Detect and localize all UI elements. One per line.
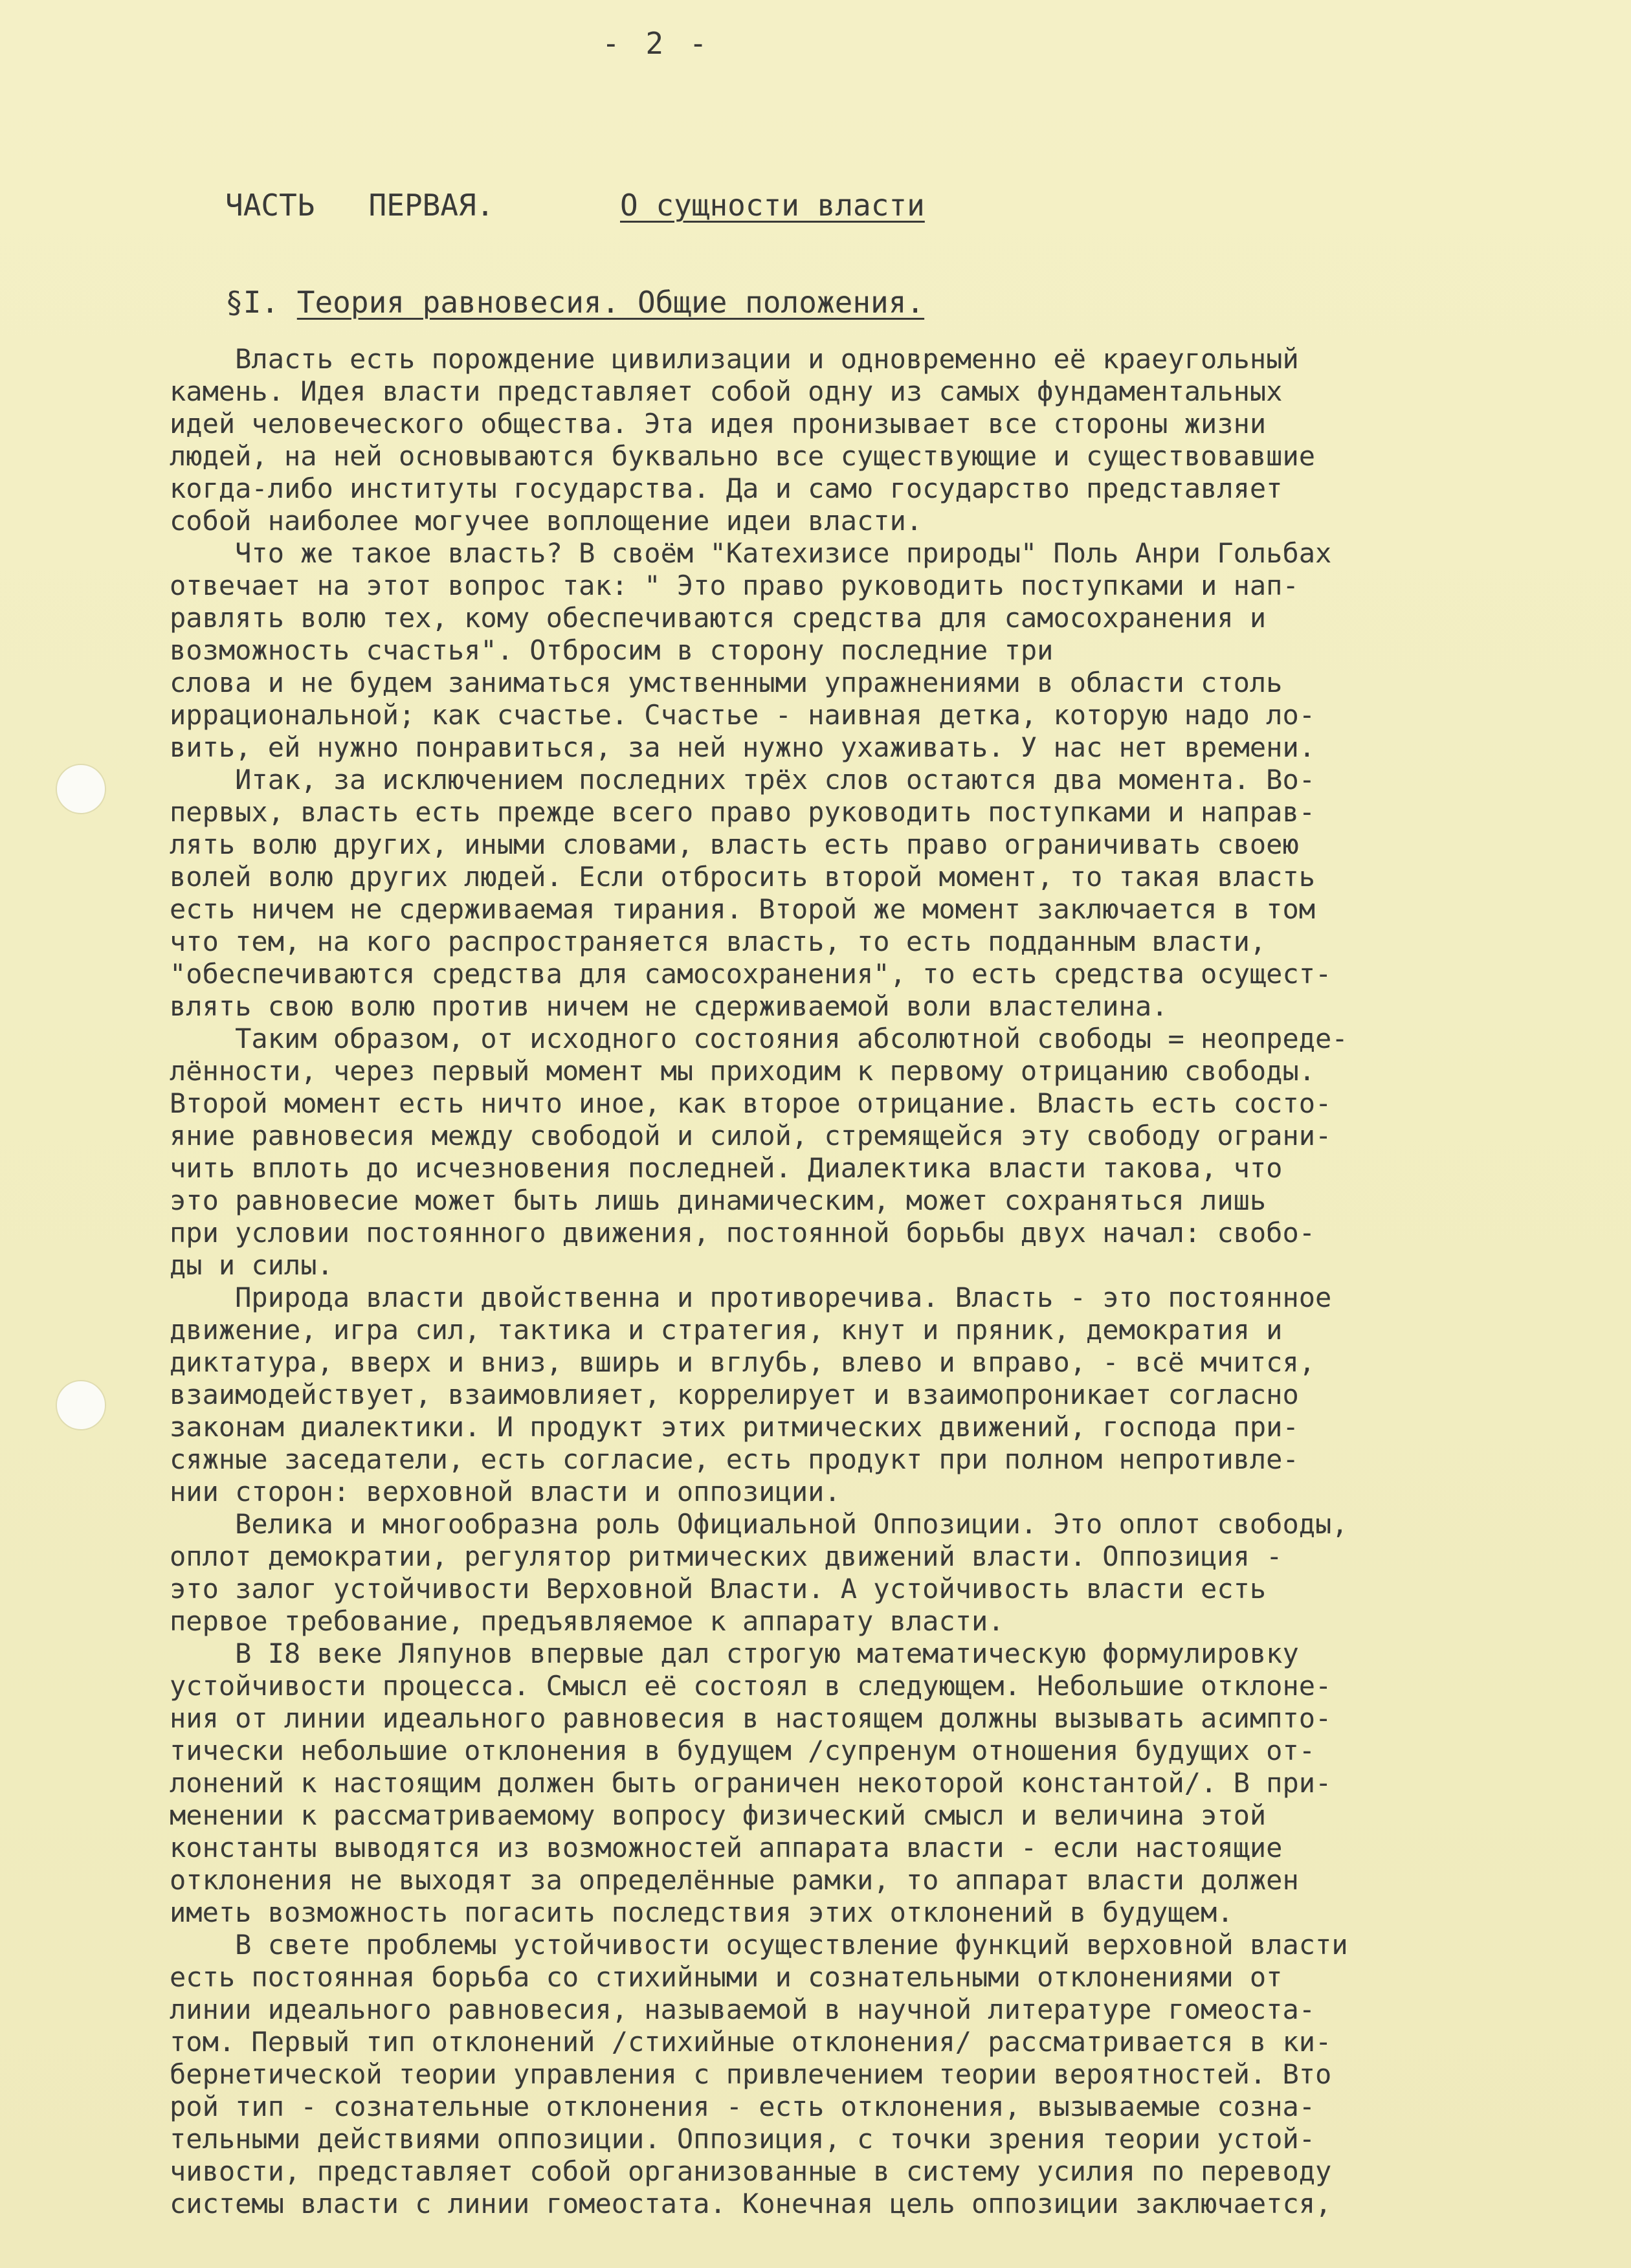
text-line: камень. Идея власти представляет собой одну из самых фундаментальных [170, 375, 1283, 407]
text-line: вить, ей нужно понравиться, за ней нужно ухаживать. У нас нет времени. [170, 731, 1316, 763]
text-line: константы выводятся из возможностей аппарата власти - если настоящие [170, 1832, 1283, 1863]
text-line: В свете проблемы устойчивости осуществление функций верховной власти [170, 1929, 1348, 1961]
text-line: линии идеального равновесия, называемой в научной литературе гомеоста- [170, 1994, 1316, 2025]
text-line: Власть есть порождение цивилизации и одновременно её краеугольный [170, 343, 1299, 375]
text-line: ния от линии идеального равновесия в настоящем должны вызывать асимпто- [170, 1702, 1332, 1734]
text-line: слова и не будем заниматься умственными упражнениями в области столь [170, 667, 1283, 698]
text-line: "обеспечиваются средства для самосохранения", то есть средства осущест- [170, 958, 1332, 990]
text-line: менении к рассматриваемому вопросу физический смысл и величина этой [170, 1799, 1267, 1831]
text-line: идей человеческого общества. Эта идея пронизывает все стороны жизни [170, 408, 1267, 439]
text-line: оплот демократии, регулятор ритмических движений власти. Оппозиция - [170, 1540, 1283, 1572]
text-line: иметь возможность погасить последствия этих отклонений в будущем. [170, 1896, 1234, 1928]
text-line: лённости, через первый момент мы приходим к первому отрицанию свободы. [170, 1055, 1316, 1087]
text-line: движение, игра сил, тактика и стратегия, кнут и пряник, демократия и [170, 1314, 1283, 1346]
text-line: Итак, за исключением последних трёх слов остаются два момента. Во- [170, 764, 1316, 795]
text-line: нии сторон: верховной власти и оппозиции. [170, 1476, 841, 1507]
text-line: когда-либо институты государства. Да и само государство представляет [170, 472, 1283, 504]
text-line: рой тип - сознательные отклонения - есть отклонения, вызываемые созна- [170, 2091, 1316, 2122]
text-line: сяжные заседатели, есть согласие, есть продукт при полном непротивлe- [170, 1443, 1299, 1475]
text-line: первое требование, предъявляемое к аппарату власти. [170, 1605, 1004, 1637]
text-line: тически небольшие отклонения в будущем /супренум отношения будущих от- [170, 1735, 1316, 1766]
text-line: Велика и многообразна роль Официальной Оппозиции. Это оплот свободы, [170, 1508, 1348, 1540]
text-line: влять свою волю против ничем не сдерживаемой воли властелина. [170, 990, 1168, 1022]
text-line: Второй момент есть ничто иное, как второе отрицание. Власть есть состо- [170, 1087, 1332, 1119]
text-line: лонений к настоящим должен быть ограничен некоторой константой/. В при- [170, 1767, 1332, 1799]
punch-hole-bottom [56, 1380, 106, 1430]
text-line: есть ничем не сдерживаемая тирания. Второй же момент заключается в том [170, 893, 1316, 925]
text-line: Что же такое власть? В своём "Катехизисе природы" Поль Анри Гольбах [170, 537, 1332, 569]
text-line: есть постоянная борьба со стихийными и сознательными отклонениями от [170, 1961, 1283, 1993]
part-label: ЧАСТЬ ПЕРВАЯ. [225, 188, 494, 223]
text-line: Таким образом, от исходного состояния абсолютной свободы = неопреде- [170, 1023, 1348, 1054]
text-line: лять волю других, иными словами, власть есть право ограничивать своею [170, 828, 1299, 860]
text-line: отклонения не выходят за определённые рамки, то аппарат власти должен [170, 1864, 1299, 1896]
text-line: собой наиболее могучее воплощение идеи власти. [170, 505, 923, 537]
page-number: - 2 - [602, 26, 711, 61]
text-line: системы власти с линии гомеостата. Конечная цель оппозиции заключается, [170, 2188, 1332, 2219]
text-line: бернетической теории управления с привлечением теории вероятностей. Вто [170, 2058, 1332, 2090]
text-line: иррациональной; как счастье. Счастье - наивная детка, которую надо ло- [170, 699, 1316, 731]
text-line: Природа власти двойственна и противоречива. Власть - это постоянное [170, 1282, 1332, 1313]
text-line: законам диалектики. И продукт этих ритмических движений, господа при- [170, 1411, 1299, 1443]
part-title: О сущности власти [620, 188, 925, 223]
text-line: яние равновесия между свободой и силой, стремящейся эту свободу ограни- [170, 1120, 1332, 1151]
text-line: возможность счастья". Отбросим в сторону последние три [170, 634, 1054, 666]
text-line: чить вплоть до исчезновения последней. Диалектика власти такова, что [170, 1152, 1283, 1184]
text-line: тельными действиями оппозиции. Оппозиция, с точки зрения теории устой- [170, 2123, 1316, 2155]
text-line: взаимодействует, взаимовлияет, коррелирует и взаимопроникает согласно [170, 1379, 1299, 1410]
typewritten-body [170, 343, 1606, 2220]
section-heading [225, 285, 924, 320]
text-line: это равновесие может быть лишь динамическим, может сохраняться лишь [170, 1184, 1267, 1216]
text-line: людей, на ней основываются буквально все существующие и существовавшие [170, 440, 1316, 472]
punch-hole-top [56, 764, 106, 814]
text-line: это залог устойчивости Верховной Власти. А устойчивость власти есть [170, 1573, 1267, 1605]
text-line: ды и силы. [170, 1249, 333, 1281]
text-line: волей волю других людей. Если отбросить второй момент, то такая власть [170, 861, 1316, 893]
text-line: диктатура, вверх и вниз, вширь и вглубь, влево и вправо, - всё мчится, [170, 1346, 1316, 1378]
section-number: §I. [225, 285, 280, 320]
text-line: при условии постоянного движения, постоянной борьбы двух начал: свобо- [170, 1217, 1316, 1249]
text-line: том. Первый тип отклонений /стихийные отклонения/ рассматривается в ки- [170, 2026, 1332, 2058]
text-line: устойчивости процесса. Смысл её состоял в следующем. Небольшие отклоне- [170, 1670, 1332, 1702]
text-line: чивости, представляет собой организованные в систему усилия по переводу [170, 2155, 1332, 2187]
text-line: что тем, на кого распространяется власть, то есть подданным власти, [170, 926, 1267, 957]
text-line: первых, власть есть прежде всего право руководить поступками и направ- [170, 796, 1316, 828]
text-line: В I8 веке Ляпунов впервые дал строгую математическую формулировку [170, 1638, 1299, 1669]
text-line: отвечает на этот вопрос так: " Это право руководить поступками и нап- [170, 570, 1299, 601]
text-line: равлять волю тех, кому обеспечиваются средства для самосохранения и [170, 602, 1267, 634]
section-title: Теория равновесия. Общие положения. [296, 285, 925, 320]
